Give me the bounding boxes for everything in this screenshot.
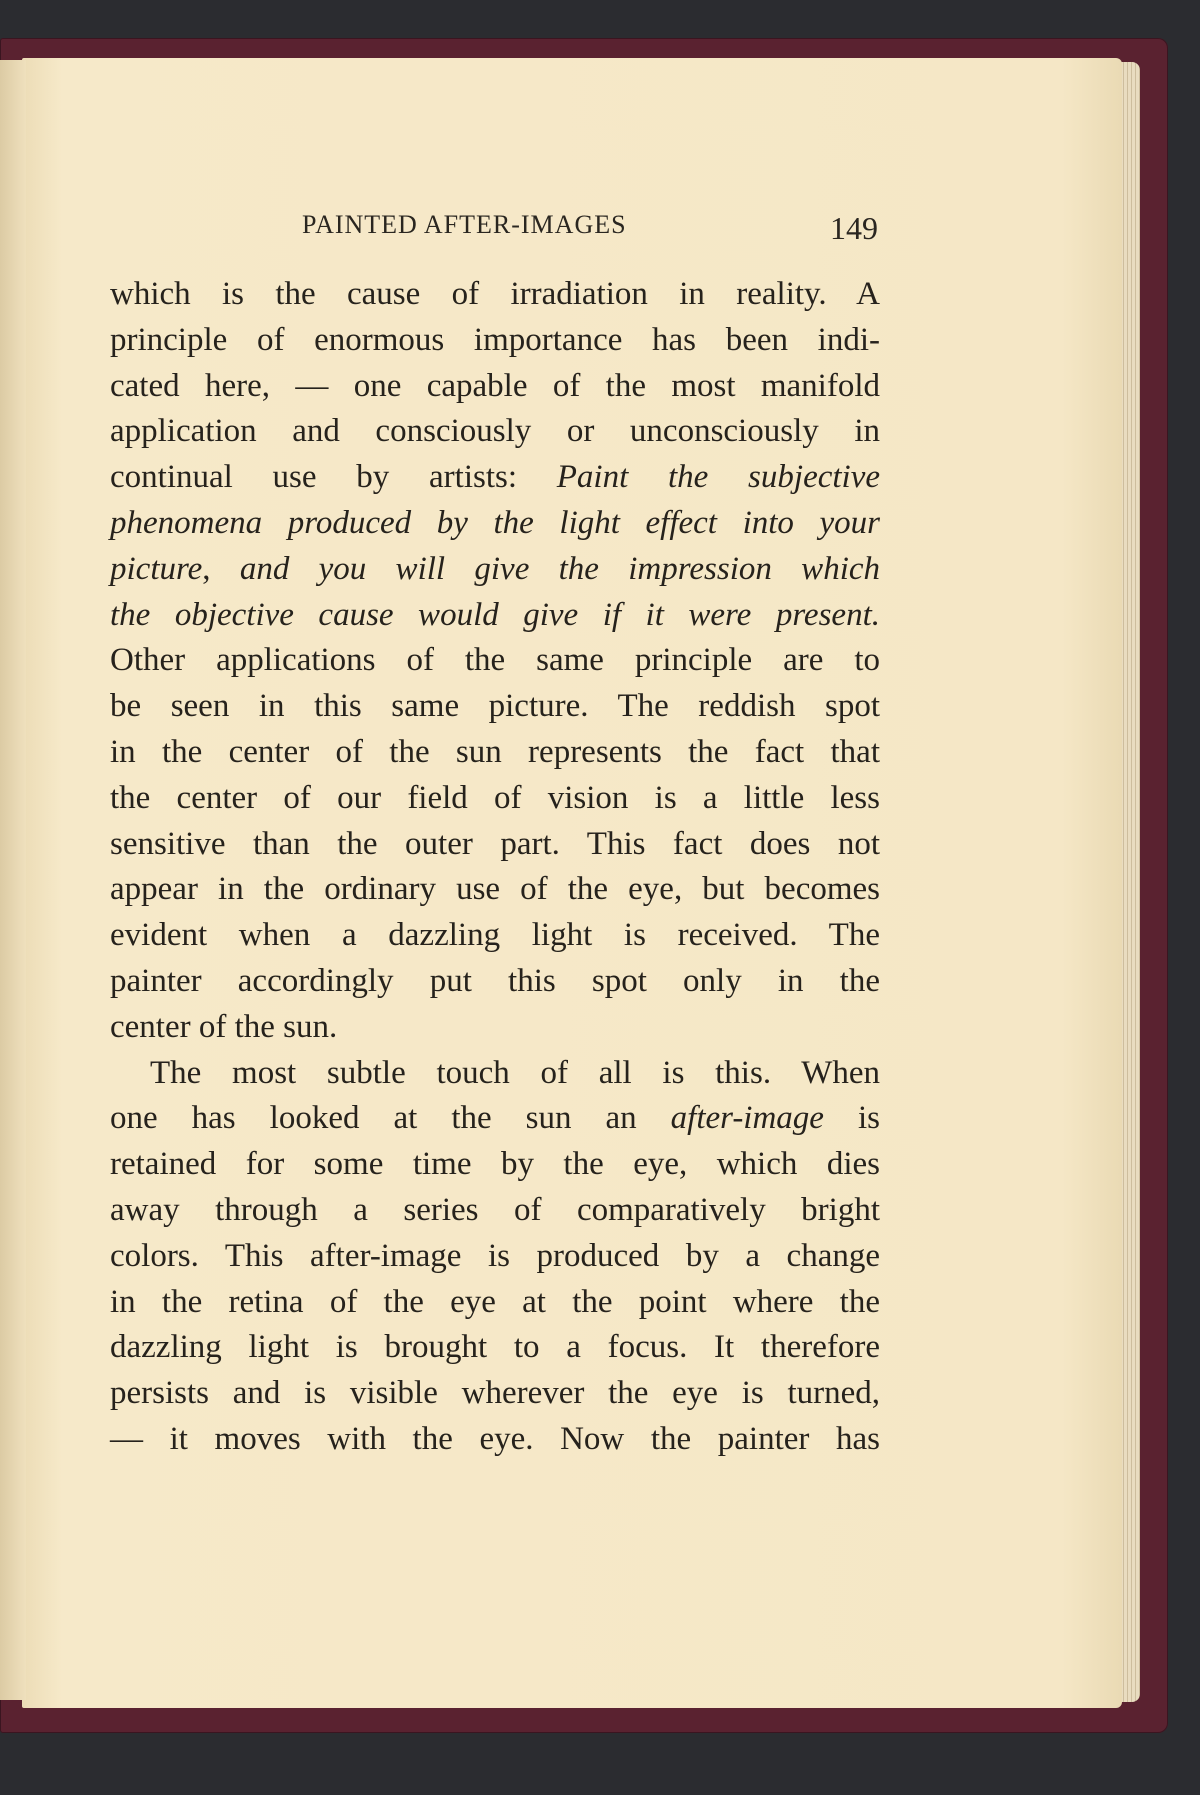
text-line: continual use by artists: Paint the subjective	[110, 459, 880, 496]
italic-text: after-image	[670, 1100, 824, 1137]
text-line: picture, and you will give the impression which	[110, 550, 881, 587]
text-line: dazzling light is brought to a focus. It therefore	[110, 1329, 880, 1366]
text-line: application and consciously or unconsciously in	[110, 413, 880, 450]
body-text	[110, 272, 880, 1463]
text-line: Other applications of the same principle are to	[110, 642, 880, 679]
text-line: be seen in this same picture. The reddish spot	[110, 688, 880, 725]
italic-text: and you will give the impression which	[239, 550, 881, 587]
text-line: appear in the ordinary use of the eye, but becomes	[110, 871, 880, 908]
text-line: one has looked at the sun an after-image is	[110, 1100, 880, 1137]
page-number: 149	[830, 210, 878, 246]
text-line: away through a series of comparatively bright	[110, 1191, 880, 1228]
text-line: evident when a dazzling light is received. The	[110, 917, 880, 954]
text-line: center of the sun.	[110, 1008, 338, 1045]
text-line: principle of enormous importance has been indi-	[110, 321, 880, 358]
text-line: retained for some time by the eye, which dies	[110, 1146, 880, 1183]
text-line: persists and is visible wherever the eye is turned,	[110, 1375, 880, 1412]
running-head: PAINTED AFTER-IMAGES	[302, 210, 627, 239]
book-gutter	[0, 60, 26, 1700]
text-line: colors. This after-image is produced by a change	[110, 1237, 880, 1274]
text-line: in the center of the sun represents the fact that	[110, 733, 880, 770]
italic-text: Paint the subjective	[556, 459, 880, 496]
text-line: cated here, — one capable of the most manifold	[110, 367, 880, 404]
text-line	[110, 501, 880, 547]
italic-text: picture	[110, 550, 203, 587]
text-line: painter accordingly put this spot only in the	[110, 962, 880, 999]
text-line: in the retina of the eye at the point where the	[110, 1283, 880, 1320]
italic-text: phenomena produced by the light effect into your	[110, 504, 880, 541]
text-line: the center of our field of vision is a little less	[110, 779, 880, 816]
text-line: which is the cause of irradiation in reality. A	[110, 276, 880, 312]
text-line	[110, 593, 880, 639]
italic-text: the objective cause would give if it were present.	[110, 596, 880, 633]
text-line: The most subtle touch of all is this. When	[150, 1054, 880, 1091]
text-line: sensitive than the outer part. This fact does not	[110, 825, 880, 862]
text-line: — it moves with the eye. Now the painter has	[110, 1420, 880, 1457]
